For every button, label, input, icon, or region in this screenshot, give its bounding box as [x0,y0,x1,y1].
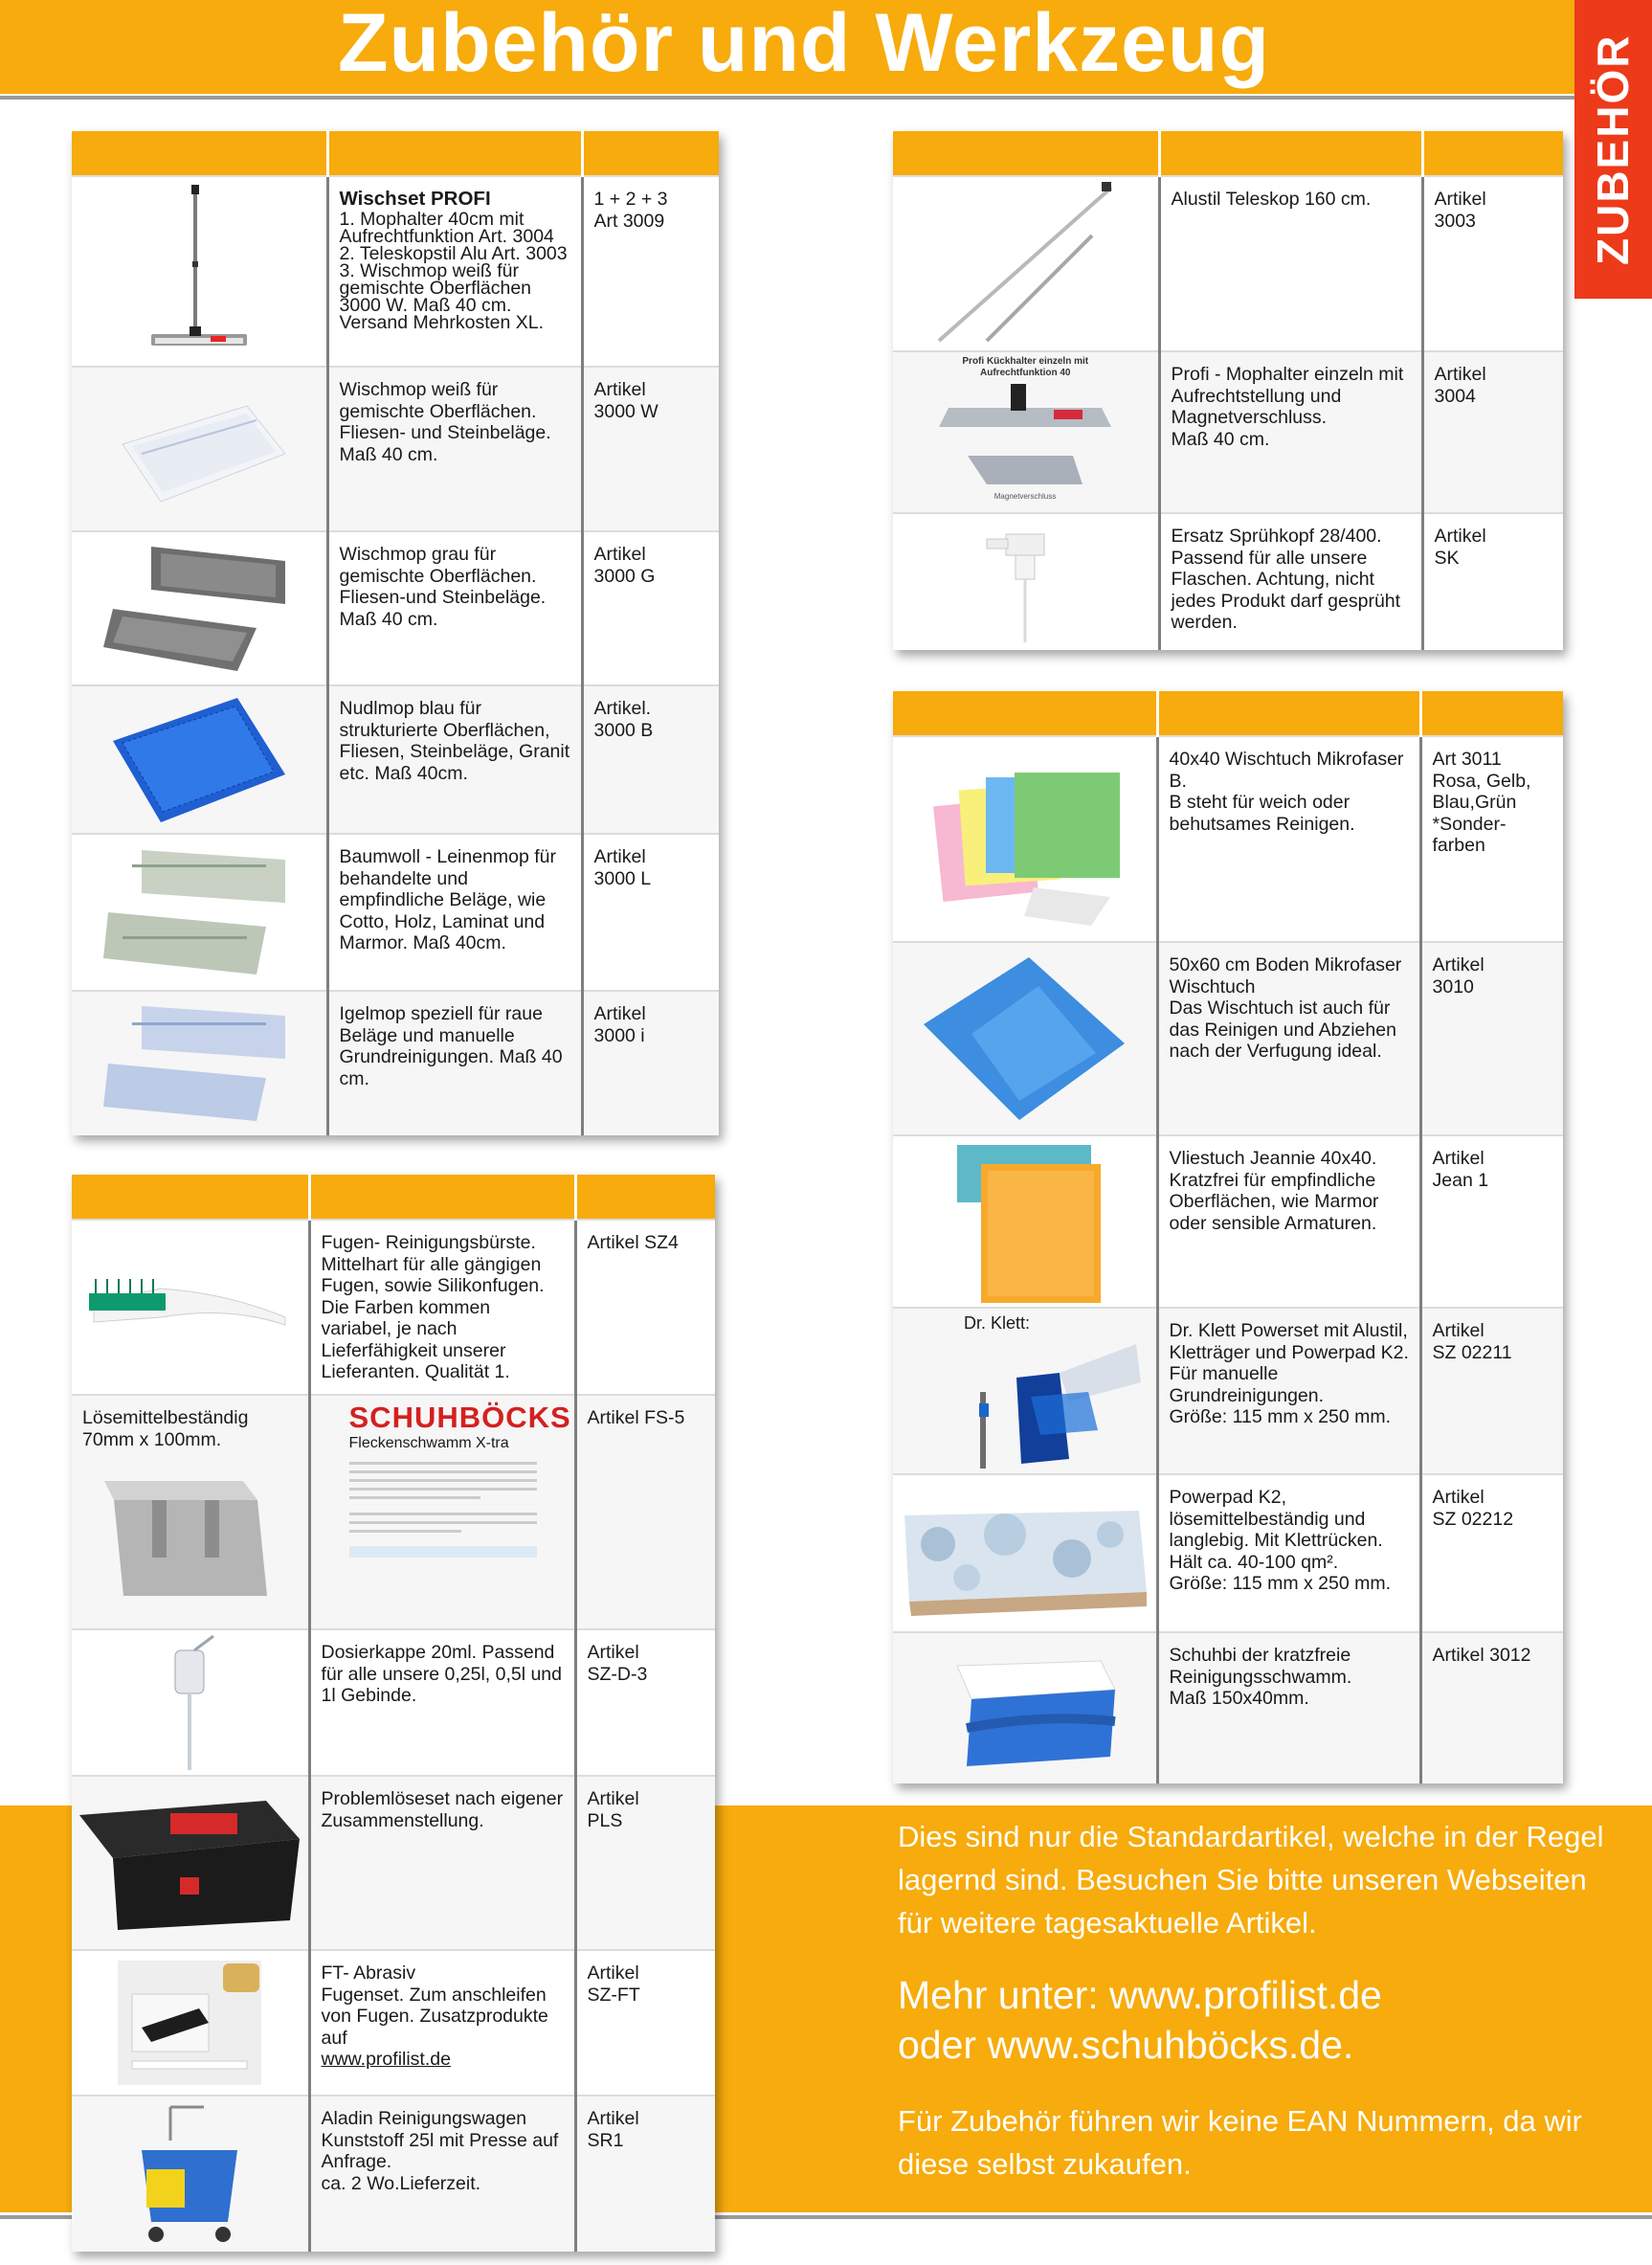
article-number: 1 + 2 + 3 Art 3009 [593,189,668,232]
article-number: Art 3011 Rosa, Gelb, Blau,Grün *Sonder-farben [1432,749,1531,856]
article-number: Artikel FS-5 [587,1407,685,1428]
table-row [72,1629,715,1776]
product-description: Powerpad K2, lösemittelbeständig und langlebig. Mit Klettrücken. Hält ca. 40-100 qm². Größe: 115 mm x 250 mm. [1169,1487,1392,1594]
table-header-row [893,131,1563,176]
article-number: Artikel SZ 02211 [1432,1320,1512,1363]
product-description: 40x40 Wischtuch Mikrofaser B. B steht für weich oder behutsames Reinigen. [1169,749,1404,835]
table-row [72,1950,715,2096]
article-number: Artikel PLS [587,1788,639,1831]
product-name: Fleckenschwamm X-tra [348,1434,509,1451]
product-sheet [348,1401,571,1558]
product-description: Vliestuch Jeannie 40x40. Kratzfrei für empfindliche Oberflächen, wie Marmor oder sensible Armaturen. [1169,1148,1379,1234]
product-description: Wischmop grau für gemischte Oberflächen. Fliesen-und Steinbeläge. Maß 40 cm. [339,544,547,630]
tools-table [72,1175,715,2252]
article-number: Artikel SR1 [587,2108,639,2151]
white-mop-image [72,367,327,531]
article-number: Artikel SZ-FT [587,1962,640,2006]
table-row [893,176,1563,351]
table-row [72,1395,715,1629]
product-description: Problemlöseset nach eigener Zusammenstellung. [321,1788,564,1831]
product-description: 1. Mophalter 40cm mit Aufrechtfunktion Art. 3004 2. Teleskopstil Alu Art. 3003 3. Wischmop weiß für gemischte Oberflächen 3000 W. Maß 40 cm. Versand Mehrkosten XL. [339,208,568,333]
product-description: Fugen- Reinigungsbürste. Mittelhart für alle gängigen Fugen, sowie Silikonfugen. Die Farben kommen variabel, je nach Lieferfähigkeit unserer Lieferanten. Qualität 1. [321,1232,545,1382]
table-row [893,1135,1563,1308]
article-number: Artikel 3000 L [593,846,652,889]
product-description: Baumwoll - Leinenmop für behandelte und empfindliche Beläge, wie Cotto, Holz, Laminat und Marmor. Maß 40cm. [339,846,557,953]
image-caption: Profi Kückhalter einzeln mit Aufrechtfunktion 40 [962,356,1089,378]
footer-link-schuhboecks[interactable]: oder www.schuhböcks.de. [898,2023,1354,2067]
table-row [893,1474,1563,1632]
product-description: Dr. Klett Powerset mit Alustil, Kletträger und Powerpad K2. Für manuelle Grundreinigungen. Größe: 115 mm x 250 mm. [1169,1320,1409,1427]
sponge-image [100,1462,281,1605]
toolbox-image [72,1776,309,1950]
product-title: Wischset PROFI [339,188,491,210]
product-description: Schuhbi der kratzfreie Reinigungsschwamm. Maß 150x40mm. [1169,1645,1352,1709]
dr-klett-image [893,1308,1157,1474]
product-description: Dosierkappe 20ml. Passend für alle unsere 0,25l, 0,5l und 1l Gebinde. [321,1642,563,1706]
header-rule [0,96,1652,100]
fine-print [349,1462,537,1558]
article-number: Artikel 3000 W [593,379,659,422]
table-row [72,1776,715,1950]
article-number: Artikel 3000 G [593,544,656,587]
product-description: Nudlmop blau für strukturierte Oberflächen, Fliesen, Steinbeläge, Granit etc. Maß 40cm. [339,698,570,784]
table-row [72,685,719,834]
article-number: Artikel. 3000 B [593,698,654,741]
brand-logo: SCHUHBÖCKS [348,1401,571,1434]
table-row [893,351,1563,513]
product-description: Igelmop speziell für raue Beläge und manuelle Grundreinigungen. Maß 40 cm. [339,1003,563,1089]
cotton-mop-image [72,834,327,991]
floor-cloth-image [893,942,1157,1135]
abrasive-image [72,1950,309,2096]
product-description: Profi - Mophalter einzeln mit Aufrechtstellung und Magnetverschluss. Maß 40 cm. [1171,364,1404,450]
grey-mop-image [72,531,327,685]
table-row [72,2096,715,2252]
telescope-image [893,176,1159,351]
table-header-row [893,691,1563,736]
table-row [72,531,719,685]
article-number: Artikel SZ 02212 [1432,1487,1514,1530]
article-number: Artikel SK [1434,526,1486,569]
table-row [893,736,1563,942]
product-description: FT- Abrasiv Fugenset. Zum anschleifen von Fugen. Zusatzprodukte auf [321,1962,548,2049]
image-caption: Dr. Klett: [964,1313,1031,1333]
blue-noodle-mop-image [72,685,327,834]
page-title: Zubehör und Werkzeug [338,0,1270,89]
hedgehog-mop-image [72,991,327,1135]
mop-holder-image [893,351,1159,513]
side-tab-label: ZUBEHÖR [1588,34,1638,265]
footer-link-profilist[interactable]: Mehr unter: www.profilist.de [898,1973,1382,2017]
table-row [72,1220,715,1395]
handles-table [893,131,1563,650]
table-row [72,991,719,1135]
article-number: Artikel Jean 1 [1432,1148,1489,1191]
dosing-cap-image [72,1629,309,1776]
cleaning-cart-image [72,2096,309,2252]
table-row [72,834,719,991]
table-row [893,1308,1563,1474]
product-description: Aladin Reinigungswagen Kunststoff 25l mit Presse auf Anfrage. ca. 2 Wo.Lieferzeit. [321,2108,559,2194]
jeannie-cloth-image [893,1135,1157,1308]
product-description: Alustil Teleskop 160 cm. [1171,189,1372,210]
cloths-table [893,691,1563,1783]
product-description: 50x60 cm Boden Mikrofaser Wischtuch Das Wischtuch ist auch für das Reinigen und Abziehen nach der Verfugung ideal. [1169,954,1402,1062]
mops-table [72,131,719,1135]
microfiber-cloths-image [893,736,1157,942]
article-number: Artikel 3000 i [593,1003,646,1046]
svg-text:Magnetverschluss: Magnetverschluss [994,492,1057,501]
article-number: Artikel 3003 [1434,189,1486,232]
table-row [893,1632,1563,1783]
brush-image [72,1220,309,1395]
footer-more-links [898,1970,1606,2070]
article-number: Artikel SZ-D-3 [587,1642,648,1685]
article-number: Artikel SZ4 [587,1232,679,1253]
product-description: Ersatz Sprühkopf 28/400. Passend für alle unsere Flaschen. Achtung, nicht jedes Produkt darf gesprüht werden. [1171,526,1401,633]
mop-set-image [72,176,327,367]
schuhbi-sponge-image [893,1632,1157,1783]
article-number: Artikel 3012 [1432,1645,1531,1666]
table-header-row [72,1175,715,1220]
table-header-row [72,131,719,176]
table-row [893,513,1563,650]
footer-ean-note: Für Zubehör führen wir keine EAN Nummern, da wir diese selbst zukaufen. [898,2104,1582,2181]
article-number: Artikel 3010 [1432,954,1485,998]
product-spec: Lösemittelbeständig 70mm x 100mm. [82,1407,249,1450]
article-number: Artikel 3004 [1434,364,1486,407]
table-row [72,176,719,367]
powerpad-image [893,1474,1157,1632]
footer-note: Dies sind nur die Standardartikel, welche in der Regel lagernd sind. Besuchen Sie bitte unseren Webseiten für weitere tagesaktuelle Artikel. [898,1820,1604,1940]
table-row [893,942,1563,1135]
spray-head-image [893,513,1159,650]
profilist-link[interactable]: www.profilist.de [321,2049,451,2070]
table-row [72,367,719,531]
product-description: Wischmop weiß für gemischte Oberflächen. Fliesen- und Steinbeläge. Maß 40 cm. [339,379,551,465]
